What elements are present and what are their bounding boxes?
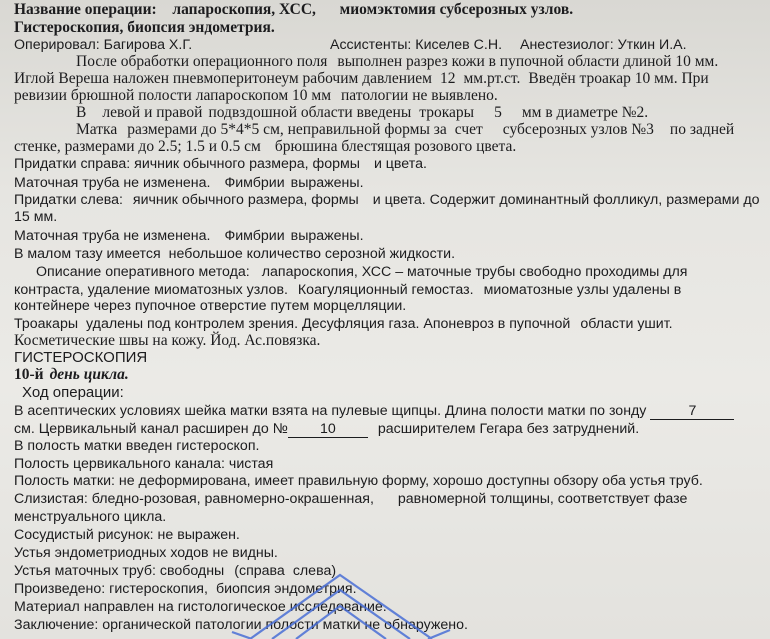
text-line: Полость матки: не деформирована, имеет правильную форму, хорошо доступны обзору оба устья труб. xyxy=(14,473,703,489)
text-fragment: выражены. xyxy=(290,175,364,191)
text-fragment: Придатки справа: яичник обычного размера, формы xyxy=(14,156,360,172)
text-fragment: расширителем Гегара без затруднений. xyxy=(377,421,640,437)
text-fragment: биопсия эндометрия. xyxy=(215,581,357,597)
text-fragment: слева) xyxy=(292,563,337,579)
text-fragment: удалены под контролем зрения. Десуфляция газа. Апоневроз в пупочной xyxy=(86,316,571,332)
cycle-day: 10-й xyxy=(14,366,44,383)
text-fragment: стенке, размерами до 2.5; 1.5 и 0.5 см xyxy=(14,138,261,155)
text-fragment: Матка xyxy=(76,121,118,138)
text-fragment: Иглой Вереша наложен пневмоперитонеум рабочим давлением xyxy=(14,70,432,87)
hysteroscopy-title: ГИСТЕРОСКОПИЯ xyxy=(14,349,148,366)
operation-name-label: Название операции: xyxy=(14,1,157,18)
text-fragment: брюшина блестящая розового цвета. xyxy=(274,138,517,155)
text-line: Устья эндометриодных ходов не видны. xyxy=(14,545,278,561)
text-fragment: Маточная труба не изменена. xyxy=(14,228,211,244)
text-fragment: и цвета. Содержит доминантный фолликул, размерами до xyxy=(372,192,760,208)
text-fragment: В малом тазу имеется xyxy=(14,246,161,262)
text-fragment: выполнен разрез кожи в пупочной области длиной 10 мм. xyxy=(337,53,719,70)
text-line: контейнере через пупочное отверстие путем морцелляции. xyxy=(14,298,407,314)
text-fragment: выражены. xyxy=(290,228,364,244)
text-fragment: мм в диаметре №2. xyxy=(521,104,649,121)
text-fragment: 5 xyxy=(494,104,502,121)
text-fragment: Придатки слева: xyxy=(14,192,123,208)
text-fragment: (справа xyxy=(234,563,285,579)
operation-name-text-2: миомэктомия субсерозных узлов. xyxy=(339,1,574,18)
text-fragment: В xyxy=(76,104,87,121)
text-fragment: Коагуляционный гемостаз. xyxy=(297,282,474,298)
text-fragment: контраста, удаление миоматозных узлов. xyxy=(14,282,288,298)
text-fragment: Введён троакар 10 мм. При xyxy=(528,70,709,87)
text-fragment: размерами до 5*4*5 см, неправильной формы за xyxy=(127,121,447,138)
text-line: менструального цикла. xyxy=(14,509,167,525)
text-fragment: небольшое количество серозной жидкости. xyxy=(168,246,456,262)
text-fragment: Устья маточных труб: свободны xyxy=(14,563,225,579)
text-fragment: области ушит. xyxy=(580,316,673,332)
text-fragment: субсерозных узлов №3 xyxy=(502,121,654,138)
text-fragment: счет xyxy=(454,121,483,138)
text-line: В полость матки введен гистероскоп. xyxy=(14,438,260,454)
text-fragment: равномерной толщины, соответствует фазе xyxy=(397,491,688,507)
text-fragment: Произведено: гистероскопия, xyxy=(14,581,208,597)
surgeon-line: Оперировал: Багирова Х.Г. xyxy=(14,37,193,53)
text-fragment: 12 xyxy=(439,70,456,87)
assistants-line: Ассистенты: Киселев С.Н. xyxy=(330,37,503,53)
text-fragment: лапароскопия, ХСС – маточные трубы свободно проходимы для xyxy=(261,264,688,280)
text-fragment: После обработки операционного поля xyxy=(76,53,328,70)
text-line: Косметические швы на кожу. Йод. Ас.повязка. xyxy=(14,332,321,349)
text-fragment: В асептических условиях шейка матки взята на пулевые щипцы. Длина полости матки по зонду xyxy=(14,403,647,419)
text-fragment: Описание оперативного метода: xyxy=(36,264,250,280)
text-fragment: Троакары xyxy=(14,316,79,332)
text-line: Сосудистый рисунок: не выражен. xyxy=(14,527,240,543)
text-fragment: патологии не выявлено. xyxy=(341,87,498,104)
text-fragment: левой и правой xyxy=(102,104,203,121)
operation-name-text: лапароскопия, ХСС, xyxy=(172,1,316,18)
anesthesiologist-line: Анестезиолог: Уткин И.А. xyxy=(520,37,687,53)
text-fragment: ревизии брюшной полости лапароскопом 10 мм xyxy=(14,87,332,104)
probe-length-value: 7 xyxy=(650,404,734,420)
text-fragment: подвздошной области введены xyxy=(208,104,412,121)
text-fragment: Фимбрии xyxy=(224,175,285,191)
text-line: Заключение: органической патологии полости матки не обнаружено. xyxy=(14,617,468,633)
text-fragment: по задней xyxy=(669,121,735,138)
text-fragment: см. Цервикальный канал расширен до № xyxy=(14,421,288,437)
text-fragment: Маточная труба не изменена. xyxy=(14,175,211,191)
text-fragment: Фимбрии xyxy=(224,228,285,244)
text-fragment: мм.рт.ст. xyxy=(463,70,521,87)
text-fragment: яичник обычного размера, формы xyxy=(132,192,359,208)
cycle-day-label: день цикла. xyxy=(49,366,129,383)
text-line: Материал направлен на гистологическое исследование. xyxy=(14,599,387,615)
dilator-number-value: 10 xyxy=(288,422,368,438)
text-fragment: и цвета. xyxy=(373,156,427,172)
text-line: Полость цервикального канала: чистая xyxy=(14,456,274,472)
text-line: 15 мм. xyxy=(14,209,58,225)
text-fragment: Слизистая: бледно-розовая, равномерно-окрашенная, xyxy=(14,491,374,507)
text-fragment: миоматозные узлы удалены в xyxy=(483,282,682,298)
operation-name-line-2: Гистероскопия, биопсия эндометрия. xyxy=(14,19,275,36)
course-title: Ход операции: xyxy=(22,384,124,401)
text-fragment: трокары xyxy=(419,104,475,121)
